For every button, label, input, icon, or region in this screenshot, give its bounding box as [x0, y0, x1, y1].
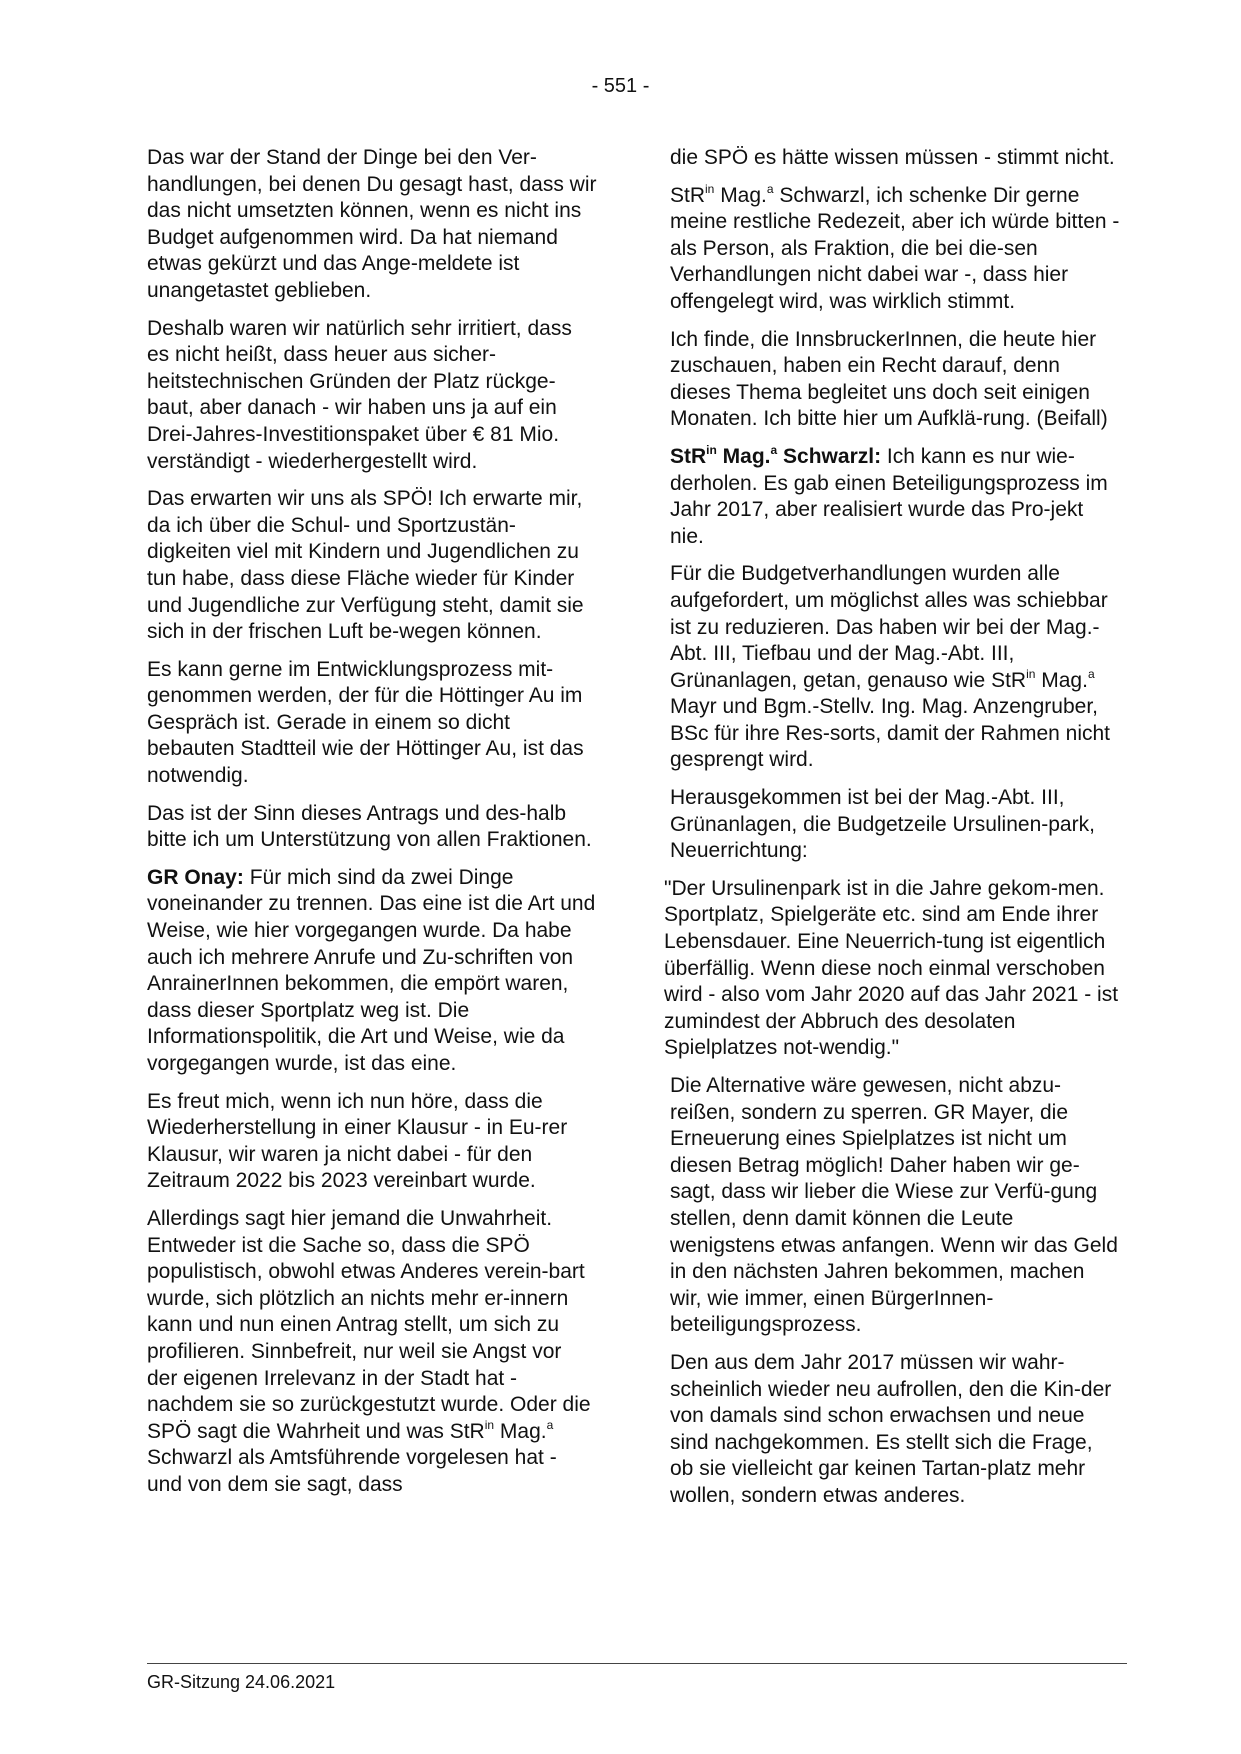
speech-text: Für mich sind da zwei Dinge voneinander zu trennen. Das eine ist die Art und Weise, wie hier vorgegangen wurde. Da habe auch ich mehrere Anrufe und Zu-schriften von AnrainerInnen bekommen, die empört waren, dass dieser Sportplatz weg ist. Die Informationspolitik, die Art und Weise, wie da vorgegangen wurde, ist das eine.: [147, 865, 596, 1075]
text-run: Schwarzl als Amtsführende vorgelesen hat - und von dem sie sagt, dass: [147, 1446, 557, 1496]
right-column: [664, 145, 1120, 1521]
paragraph: Es freut mich, wenn ich nun höre, dass die Wiederherstellung in einer Klausur - in Eu-rer Klausur, wir waren ja nicht dabei - für den Zeitraum 2022 bis 2023 vereinbart wurde.: [147, 1089, 568, 1193]
paragraph: [670, 561, 1120, 774]
text-run: Mag.: [716, 444, 771, 468]
paragraph: Ich finde, die InnsbruckerInnen, die heute hier zuschauen, haben ein Recht darauf, denn dieses Thema begleitet uns doch seit einigen Monaten. Ich bitte hier um Aufklä-rung. (Beifall): [670, 327, 1108, 431]
superscript: in: [706, 442, 717, 457]
text-run: Mag.: [1035, 668, 1088, 692]
superscript: a: [546, 1417, 554, 1432]
quoted-paragraph: "Der Ursulinenpark ist in die Jahre gekom-men. Sportplatz, Spielgeräte etc. sind am Ende ihrer Lebensdauer. Eine Neuerrich-tung ist eigentlich überfällig. Wenn diese noch einmal verschoben wird - also vom Jahr 2020 auf das Jahr 2021 - ist zumindest der Abbruch des desolaten Spielplatzes not-wendig.": [664, 876, 1119, 1060]
text-run: Mag.: [714, 183, 767, 207]
page-number: - 551 -: [591, 75, 650, 97]
paragraph: Es kann gerne im Entwicklungsprozess mit-genommen werden, der für die Höttinger Au im Gespräch ist. Gerade in einem so dicht bebauten Stadtteil wie der Höttinger Au, ist das notwendig.: [147, 657, 584, 788]
paragraph: Das ist der Sinn dieses Antrags und des-halb bitte ich um Unterstützung von allen Fraktionen.: [147, 801, 592, 852]
text-run: Schwarzl:: [777, 444, 882, 468]
footer-session-date: GR-Sitzung 24.06.2021: [147, 1672, 336, 1692]
paragraph: Deshalb waren wir natürlich sehr irritiert, dass es nicht heißt, dass heuer aus sicher-heitstechnischen Gründen der Platz rückge-baut, aber danach - wir haben uns ja auf ein Drei-Jahres-Investitionspaket über € 81 Mio. verständigt - wiederhergestellt wird.: [147, 316, 572, 473]
speaker-name: [670, 442, 882, 468]
superscript: a: [1087, 666, 1095, 681]
paragraph-speech: [147, 865, 597, 1078]
paragraph: Die Alternative wäre gewesen, nicht abzu-reißen, sondern zu sperren. GR Mayer, die Erneuerung eines Spielplatzes ist nicht um diesen Betrag möglich! Daher haben wir ge-sagt, dass wir lieber die Wiese zur Verfü-gung stellen, denn damit können die Leute wenigstens etwas anfangen. Wenn wir das Geld in den nächsten Jahren bekommen, machen wir, wie immer, einen BürgerInnen-beteiligungsprozess.: [670, 1074, 1118, 1337]
speech-text: Ich kann es nur wie-derholen. Es gab einen Beteiligungsprozess im Jahr 2017, aber realisiert wurde das Pro-jekt nie.: [670, 444, 1108, 548]
paragraph: Das war der Stand der Dinge bei den Ver-handlungen, bei denen Du gesagt hast, dass wir das nicht umsetzten können, wenn es nicht ins Budget aufgenommen wird. Da hat niemand etwas gekürzt und das Ange-meldete ist unangetastet geblieben.: [147, 146, 597, 302]
superscript: in: [705, 181, 715, 196]
superscript: a: [766, 181, 774, 196]
superscript: a: [770, 442, 778, 457]
footer-divider: [147, 1663, 1127, 1664]
paragraph: [147, 1206, 597, 1499]
text-run: Allerdings sagt hier jemand die Unwahrheit. Entweder ist die Sache so, dass die SPÖ populistisch, obwohl etwas Anderes verein-bart wurde, sich plötzlich an nichts mehr er-innern kann und nun einen Antrag stellt, um sich zu profilieren. Sinnbefreit, nur weil sie Angst vor der eigenen Irrelevanz in der Stadt hat - nachdem sie so zurückgestutzt wurde. Oder die SPÖ sagt die Wahrheit und was StR: [147, 1206, 591, 1443]
text-run: Schwarzl, ich schenke Dir gerne meine restliche Redezeit, aber ich würde bitten - als Person, als Fraktion, die bei die-sen Verhandlungen nicht dabei war -, dass hier offengelegt wird, was wirklich stimmt.: [670, 183, 1120, 313]
paragraph: Das erwarten wir uns als SPÖ! Ich erwarte mir, da ich über die Schul- und Sportzustän-digkeiten viel mit Kindern und Jugendlichen zu tun habe, dass diese Fläche wieder für Kinder und Jugendliche zur Verfügung steht, damit sie sich in der frischen Luft be-wegen können.: [147, 487, 584, 644]
paragraph-speech: [670, 444, 1120, 550]
superscript: in: [1026, 666, 1036, 681]
superscript: in: [484, 1417, 495, 1432]
left-column: [147, 145, 597, 1510]
speaker-name: GR Onay:: [147, 865, 244, 889]
paragraph: Herausgekommen ist bei der Mag.-Abt. III, Grünanlagen, die Budgetzeile Ursulinen-park, Neuerrichtung:: [670, 786, 1095, 863]
text-run: Mag.: [494, 1419, 547, 1443]
text-run: StR: [670, 183, 706, 207]
paragraph: Den aus dem Jahr 2017 müssen wir wahr-scheinlich wieder neu aufrollen, den die Kin-der von damals sind schon erwachsen und neue sind nachgekommen. Es stellt sich die Frage, ob sie vielleicht gar keinen Tartan-platz mehr wollen, sondern etwas anderes.: [670, 1350, 1112, 1507]
text-run: Für die Budgetverhandlungen wurden alle aufgefordert, um möglichst alles was schiebbar ist zu reduzieren. Das haben wir bei der Mag.-Abt. III, Tiefbau und der Mag.-Abt. III, Grünanlagen, getan, genauso wie StR: [670, 562, 1108, 692]
paragraph: die SPÖ es hätte wissen müssen - stimmt nicht.: [670, 146, 1115, 169]
text-run: StR: [670, 444, 707, 468]
text-run: Mayr und Bgm.-Stellv. Ing. Mag. Anzengruber, BSc für ihre Res-sorts, damit der Rahmen nicht gesprengt wird.: [670, 695, 1110, 772]
paragraph: [670, 183, 1120, 316]
